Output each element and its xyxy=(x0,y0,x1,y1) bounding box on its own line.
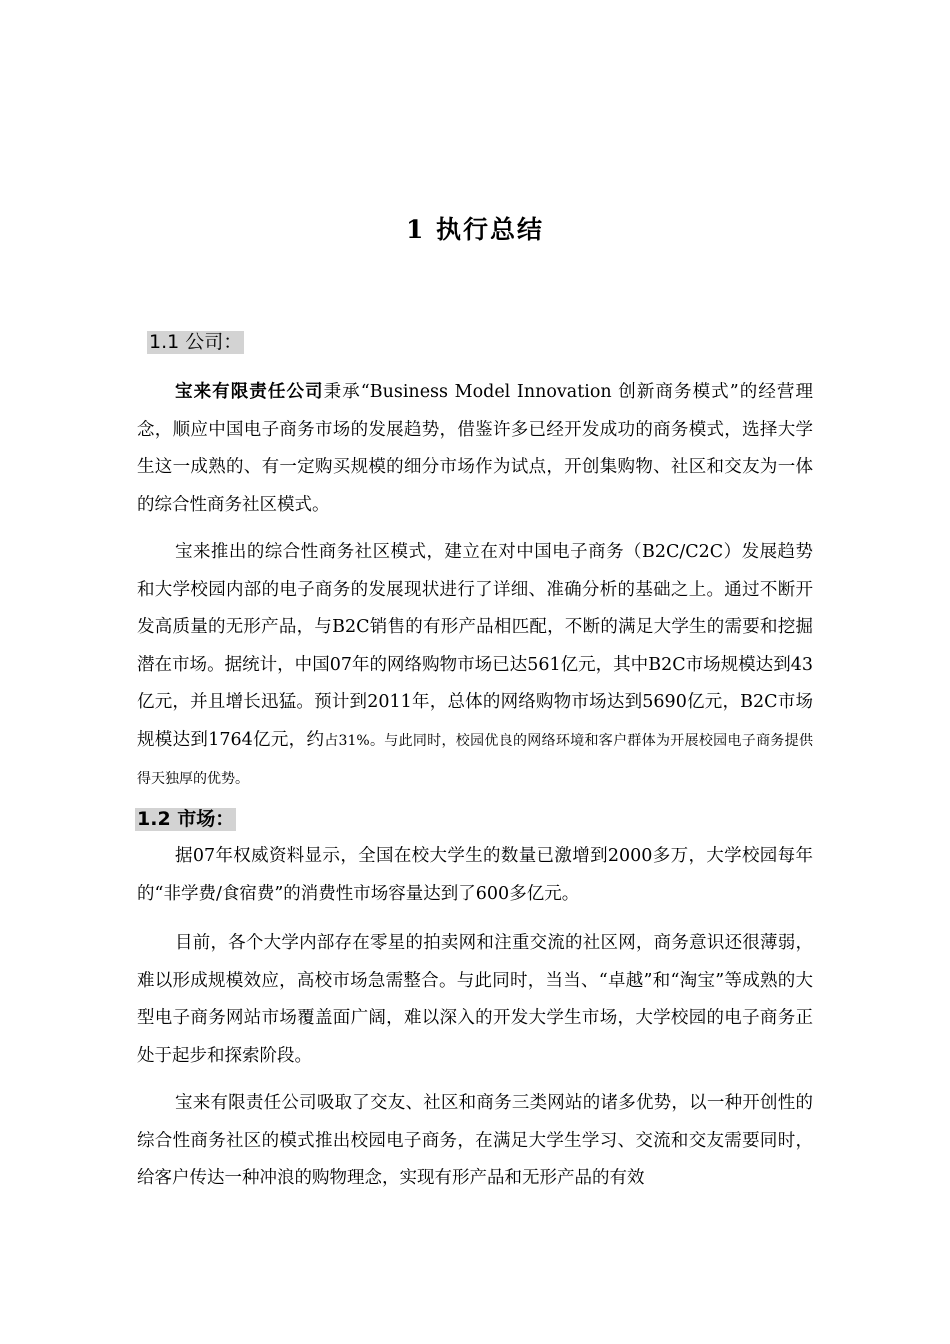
paragraph-company-strategy: 宝来有限责任公司吸取了交友、社区和商务三类网站的诸多优势，以一种开创性的综合性商务社区的模式推出校园电子商务，在满足大学生学习、交流和交友需要同时，给客户传达一种冲浪的购物理念，实现有形产品和无形产品的有效 xyxy=(137,1093,813,1188)
company-name: 宝来有限责任公司 xyxy=(175,382,324,402)
paragraph-text: 秉承“Business Model Innovation 创新商务模式”的经营理念，顺应中国电子商务市场的发展趋势，借鉴许多已经开发成功的商务模式，选择大学生这一成熟的、有一定购买规模的细分市场作为试点，开创集购物、社区和交友为一体的综合性商务社区模式。 xyxy=(137,382,814,515)
paragraph-small-tail: 占31%。与此同时，校园优良的网络环境和客户群体为开展校园电子商务提供得天独厚的优势。 xyxy=(137,732,813,787)
paragraph-market-status: 目前，各个大学内部存在零星的拍卖网和注重交流的社区网，商务意识还很薄弱，难以形成规模效应，高校市场急需整合。与此同时，当当、“卓越”和“淘宝”等成熟的大型电子商务网站市场覆盖面广阔，难以深入的开发大学生市场，大学校园的电子商务正处于起步和探索阶段。 xyxy=(137,933,813,1066)
section-heading-market: 1.2 市场： xyxy=(137,808,235,830)
paragraph-company-intro xyxy=(137,374,813,524)
paragraph-business-model xyxy=(137,534,813,799)
section-heading-company: 1.1 公司： xyxy=(149,331,243,353)
paragraph-market-size: 据07年权威资料显示，全国在校大学生的数量已激增到2000多万，大学校园每年的“非学费/食宿费”的消费性市场容量达到了600多亿元。 xyxy=(137,846,813,904)
paragraph-text: 宝来推出的综合性商务社区模式，建立在对中国电子商务（B2C/C2C）发展趋势和大学校园内部的电子商务的发展现状进行了详细、准确分析的基础之上。通过不断开发高质量的无形产品，与B2C销售的有形产品相匹配，不断的满足大学生的需要和挖掘潜在市场。据统计，中国07年的网络购物市场已达561亿元，其中B2C市场规模达到43亿元，并且增长迅猛。预计到2011年，总体的网络购物市场达到5690亿元，B2C市场规模达到1764亿元，约 xyxy=(137,542,813,750)
page-title: 1 执行总结 xyxy=(405,215,545,244)
